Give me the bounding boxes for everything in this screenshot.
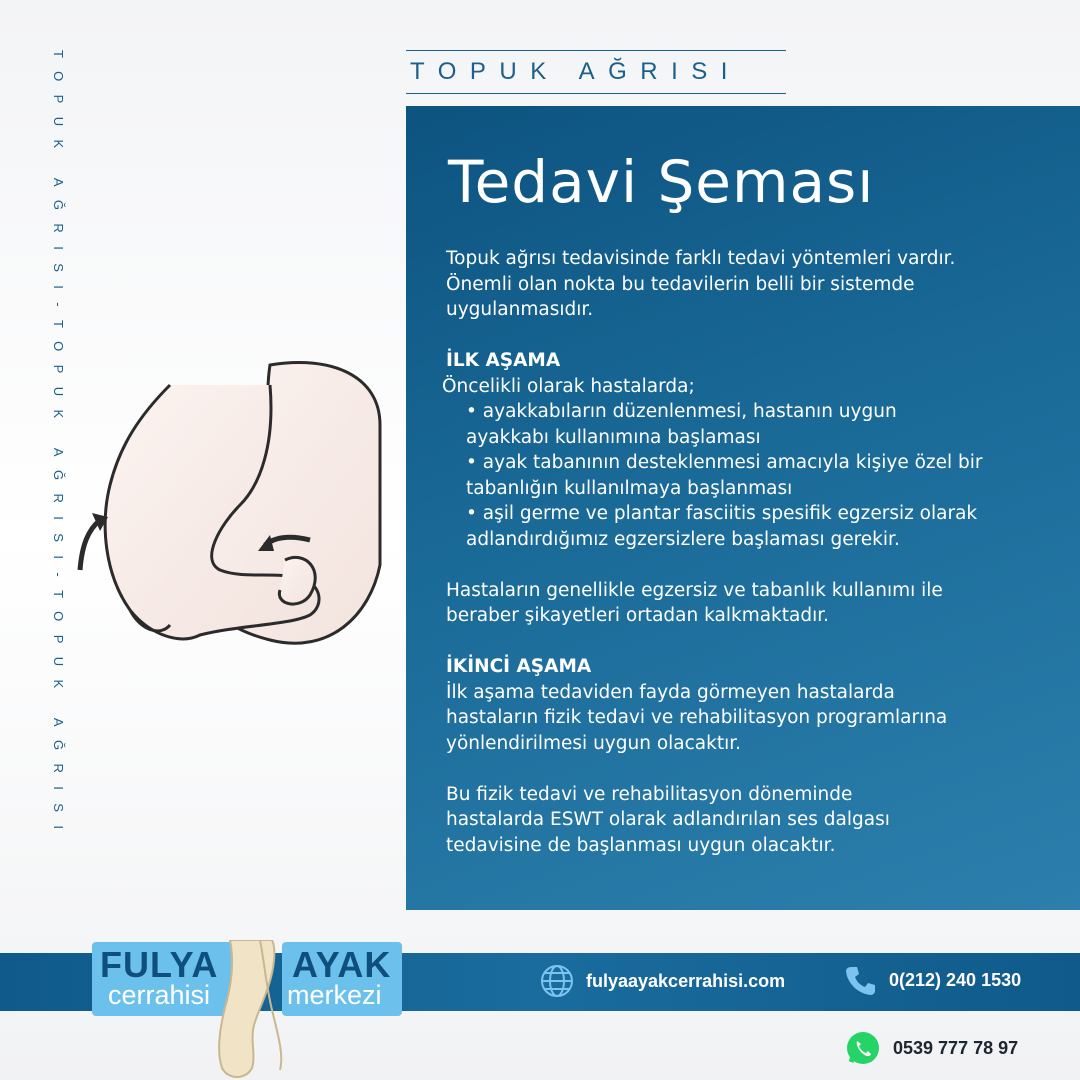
first-stage-bullet: • ayakkabıların düzenlenmesi, hastanın uygun ayakkabı kullanımına başlaması [466, 401, 897, 448]
website-link[interactable] [540, 964, 785, 998]
website-text: fulyaayakcerrahisi.com [586, 970, 786, 991]
second-stage-heading: İKİNCİ AŞAMA [446, 656, 592, 677]
logo-word-ayak: AYAK [292, 944, 392, 985]
logo-word-cerrahisi: cerrahisi [108, 980, 211, 1010]
second-stage-text: Bu fizik tedavi ve rehabilitasyon döneminde hastalarda ESWT olarak adlandırılan ses dalgası tedavisine de başlanması uygun olacaktır. [446, 783, 890, 856]
panel-title: Tedavi Şeması [448, 148, 875, 216]
first-stage-bullet: • aşil germe ve plantar fasciitis spesifik egzersiz olarak adlandırdığımız egzersizlere başlaması gerekir. [466, 503, 978, 550]
phone-text: 0(212) 240 1530 [889, 969, 1022, 990]
arrow-up-icon [80, 520, 100, 570]
phone-link[interactable] [845, 964, 1021, 996]
side-vertical-text: TOPUK AĞRISI-TOPUK AĞRISI-TOPUK AĞRISI [51, 50, 66, 843]
treatment-panel [406, 106, 1080, 910]
first-stage-summary: Hastaların genellikle egzersiz ve tabanlık kullanımı ile beraber şikayetleri ortadan kalkmaktadır. [446, 579, 943, 626]
second-stage-text: İlk aşama tedaviden fayda görmeyen hastalarda hastaların fizik tedavi ve rehabilitasyon programlarına yönlendirilmesi uygun olacaktır. [446, 681, 948, 754]
brand-logo [92, 940, 407, 1080]
whatsapp-text: 0539 777 78 97 [893, 1037, 1019, 1058]
first-stage-bullet: • ayak tabanının desteklenmesi amacıyla kişiye özel bir tabanlığın kullanılmaya başlanması [466, 452, 983, 499]
first-stage-heading: İLK AŞAMA [446, 350, 561, 371]
whatsapp-link[interactable] [845, 1030, 1018, 1066]
first-stage-lead: Öncelikli olarak hastalarda; [442, 375, 695, 397]
foot-massage-illustration [70, 355, 410, 665]
logo-word-fulya: FULYA [100, 944, 219, 985]
panel-body [442, 246, 1066, 858]
phone-icon [845, 964, 877, 996]
logo-word-merkezi: merkezi [287, 980, 382, 1010]
intro-text: Topuk ağrısı tedavisinde farklı tedavi yöntemleri vardır. Önemli olan nokta bu tedavilerin belli bir sistemde uygulanmasıdır. [446, 248, 956, 320]
globe-icon [540, 964, 574, 998]
foot-logo-icon [212, 940, 292, 1080]
whatsapp-icon [845, 1030, 881, 1066]
page-header-title: TOPUK AĞRISI [406, 50, 786, 94]
